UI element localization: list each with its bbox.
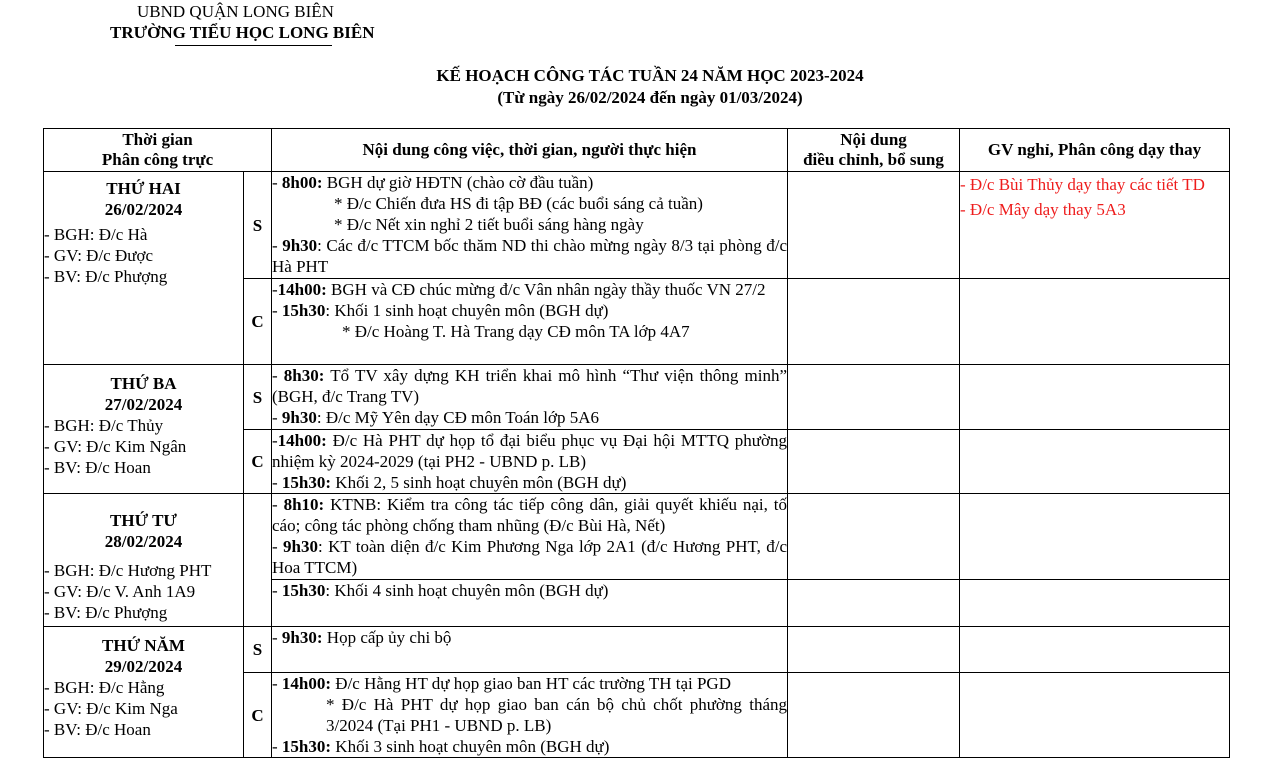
activity-prefix: - (272, 674, 282, 693)
col-header-time: Thời gian (122, 130, 193, 149)
activity-time: 9h30 (283, 537, 318, 556)
col-header-adjust-l1: Nội dung (840, 130, 907, 149)
activity-line (272, 494, 787, 536)
day-date: 29/02/2024 (104, 657, 183, 676)
adjust-cell (788, 580, 960, 627)
day-name: THỨ BA (110, 374, 177, 393)
col-header-duty: Phân công trực (101, 150, 214, 169)
header-underline (175, 45, 332, 46)
activity-content (272, 365, 788, 430)
duty-assignment: - BV: Đ/c Hoan (44, 458, 151, 477)
weekly-plan-table (43, 128, 1230, 758)
duty-assignment: - GV: Đ/c Được (44, 246, 153, 265)
activity-text: * Đ/c Chiến đưa HS đi tập BĐ (các buổi sáng cả tuần) (334, 194, 703, 213)
duty-assignment: - GV: Đ/c Kim Ngân (44, 437, 187, 456)
activity-content (272, 494, 788, 580)
activity-line (272, 172, 787, 193)
activity-prefix: - (272, 581, 282, 600)
duty-assignment: - BGH: Đ/c Hương PHT (44, 561, 212, 580)
activity-text: Khối 3 sinh hoạt chuyên môn (BGH dự) (331, 737, 610, 756)
activity-time: 8h30: (283, 366, 325, 385)
table-header-row (44, 129, 1230, 172)
activity-time: 8h10: (283, 495, 325, 514)
session-label: C (244, 430, 272, 494)
activity-text: : Đ/c Mỹ Yên dạy CĐ môn Toán lớp 5A6 (316, 408, 600, 427)
doc-title: KẾ HOẠCH CÔNG TÁC TUẦN 24 NĂM HỌC 2023-2024 (436, 66, 864, 85)
col-header-content: Nội dung công việc, thời gian, người thực hiện (272, 129, 788, 172)
session-label: S (244, 172, 272, 279)
activity-content (272, 580, 788, 627)
duty-assignment: - GV: Đ/c Kim Nga (44, 699, 178, 718)
activity-time: 9h30 (282, 236, 318, 255)
activity-text: * Đ/c Hà PHT dự họp giao ban cán bộ chủ chốt phường tháng 3/2024 (Tại PH1 - UBND p. LB) (326, 695, 787, 735)
substitute-cell (960, 365, 1230, 430)
activity-text: : Khối 1 sinh hoạt chuyên môn (BGH dự) (325, 301, 609, 320)
substitute-cell (960, 580, 1230, 627)
org-district: UBND QUẬN LONG BIÊN (137, 2, 334, 21)
activity-text: BGH dự giờ HĐTN (chào cờ đầu tuần) (322, 173, 594, 192)
substitute-cell (960, 430, 1230, 494)
table-row (44, 627, 1230, 673)
activity-line (272, 673, 787, 694)
adjust-cell (788, 365, 960, 430)
activity-time: 15h30: (281, 473, 332, 492)
session-label: S (244, 627, 272, 673)
activity-prefix: - (272, 280, 278, 299)
adjust-cell (788, 172, 960, 279)
activity-text: KTNB: Kiểm tra công tác tiếp công dân, giải quyết khiếu nại, tố cáo; công tác phòng chống tham nhũng (Đ/c Bùi Hà, Nết) (272, 495, 787, 535)
activity-line (272, 472, 787, 493)
activity-prefix: - (272, 173, 282, 192)
duty-assignment: - BGH: Đ/c Hằng (44, 678, 165, 697)
day-cell (44, 172, 244, 365)
activity-prefix: - (272, 495, 284, 514)
activity-content (272, 172, 788, 279)
activity-text: : KT toàn diện đ/c Kim Phương Nga lớp 2A1 (đ/c Hương PHT, đ/c Hoa TTCM) (272, 537, 788, 577)
activity-time: 14h00: (277, 280, 327, 299)
adjust-cell (788, 673, 960, 758)
duty-assignment: - BV: Đ/c Phượng (44, 267, 168, 286)
activity-line (272, 300, 787, 321)
activity-line (272, 214, 787, 235)
day-name: THỨ NĂM (102, 636, 185, 655)
activity-text: * Đ/c Hoàng T. Hà Trang dạy CĐ môn TA lớp 4A7 (342, 322, 690, 341)
activity-text: BGH và CĐ chúc mừng đ/c Vân nhân ngày thầy thuốc VN 27/2 (326, 280, 766, 299)
activity-text: Khối 2, 5 sinh hoạt chuyên môn (BGH dự) (331, 473, 627, 492)
org-school: TRƯỜNG TIỂU HỌC LONG BIÊN (110, 23, 375, 42)
session-cell (244, 494, 272, 627)
activity-time: 14h00: (281, 674, 332, 693)
col-header-time-duty (44, 129, 272, 172)
duty-assignment: - BGH: Đ/c Thủy (44, 416, 164, 435)
activity-text: Đ/c Hà PHT dự họp tổ đại biểu phục vụ Đại hội MTTQ phường nhiệm kỳ 2024-2029 (tại PH2 - UBND p. LB) (272, 431, 787, 471)
substitute-cell (960, 279, 1230, 365)
day-cell (44, 494, 244, 627)
activity-line (272, 279, 787, 300)
substitute-entry: - Đ/c Bùi Thủy dạy thay các tiết TD (960, 175, 1205, 194)
day-date: 26/02/2024 (104, 200, 183, 219)
substitute-cell (960, 627, 1230, 673)
activity-prefix: - (272, 236, 283, 255)
session-label: S (244, 365, 272, 430)
doc-subtitle: (Từ ngày 26/02/2024 đến ngày 01/03/2024) (497, 88, 803, 107)
activity-line (272, 536, 787, 578)
activity-line (272, 407, 787, 428)
table-row (44, 365, 1230, 430)
activity-content (272, 673, 788, 758)
activity-line (272, 235, 787, 277)
activity-content (272, 430, 788, 494)
duty-assignment: - BV: Đ/c Phượng (44, 603, 168, 622)
activity-prefix: - (272, 473, 282, 492)
activity-time: 15h30: (281, 737, 332, 756)
activity-text: : Các đ/c TTCM bốc thăm ND thi chào mừng ngày 8/3 tại phòng đ/c Hà PHT (272, 236, 787, 276)
activity-text: Tổ TV xây dựng KH triển khai mô hình “Thư viện thông minh” (BGH, đ/c Trang TV) (272, 366, 787, 406)
duty-assignment: - BV: Đ/c Hoan (44, 720, 151, 739)
day-date: 27/02/2024 (104, 395, 183, 414)
activity-line (272, 580, 787, 601)
activity-text: : Khối 4 sinh hoạt chuyên môn (BGH dự) (325, 581, 609, 600)
table-row (44, 172, 1230, 279)
adjust-cell (788, 627, 960, 673)
activity-text: Họp cấp ủy chi bộ (322, 628, 452, 647)
day-name: THỨ TƯ (110, 511, 177, 530)
table-row (44, 494, 1230, 580)
substitute-cell (960, 494, 1230, 580)
activity-prefix: - (272, 537, 284, 556)
day-date: 28/02/2024 (104, 532, 183, 551)
activity-prefix: - (272, 408, 282, 427)
activity-line (272, 321, 787, 342)
activity-time: 15h30 (281, 301, 326, 320)
duty-assignment: - BGH: Đ/c Hà (44, 225, 148, 244)
adjust-cell (788, 430, 960, 494)
adjust-cell (788, 494, 960, 580)
session-label: C (244, 673, 272, 758)
activity-line (272, 694, 787, 736)
activity-time: 9h30: (281, 628, 323, 647)
day-name: THỨ HAI (106, 179, 181, 198)
activity-prefix: - (272, 301, 282, 320)
activity-time: 9h30 (281, 408, 317, 427)
day-cell (44, 365, 244, 494)
activity-line (272, 736, 787, 757)
substitute-entry: - Đ/c Mây dạy thay 5A3 (960, 200, 1126, 219)
col-header-adjust-l2: điều chỉnh, bổ sung (803, 150, 944, 169)
activity-prefix: - (272, 628, 282, 647)
activity-prefix: - (272, 737, 282, 756)
activity-time: 14h00: (277, 431, 327, 450)
day-cell (44, 627, 244, 758)
substitute-cell (960, 673, 1230, 758)
activity-text: * Đ/c Nết xin nghỉ 2 tiết buổi sáng hàng ngày (334, 215, 644, 234)
activity-line (272, 430, 787, 472)
activity-prefix: - (272, 366, 284, 385)
duty-assignment: - GV: Đ/c V. Anh 1A9 (44, 582, 196, 601)
activity-prefix: - (272, 431, 278, 450)
activity-time: 8h00: (281, 173, 323, 192)
session-label: C (244, 279, 272, 365)
activity-line (272, 365, 787, 407)
activity-content (272, 627, 788, 673)
activity-text: Đ/c Hằng HT dự họp giao ban HT các trường TH tại PGD (331, 674, 731, 693)
activity-content (272, 279, 788, 365)
activity-line (272, 627, 787, 648)
substitute-cell (960, 172, 1230, 279)
activity-time: 15h30 (281, 581, 326, 600)
adjust-cell (788, 279, 960, 365)
col-header-adjust (788, 129, 960, 172)
activity-line (272, 193, 787, 214)
col-header-substitute: GV nghỉ, Phân công dạy thay (960, 129, 1230, 172)
